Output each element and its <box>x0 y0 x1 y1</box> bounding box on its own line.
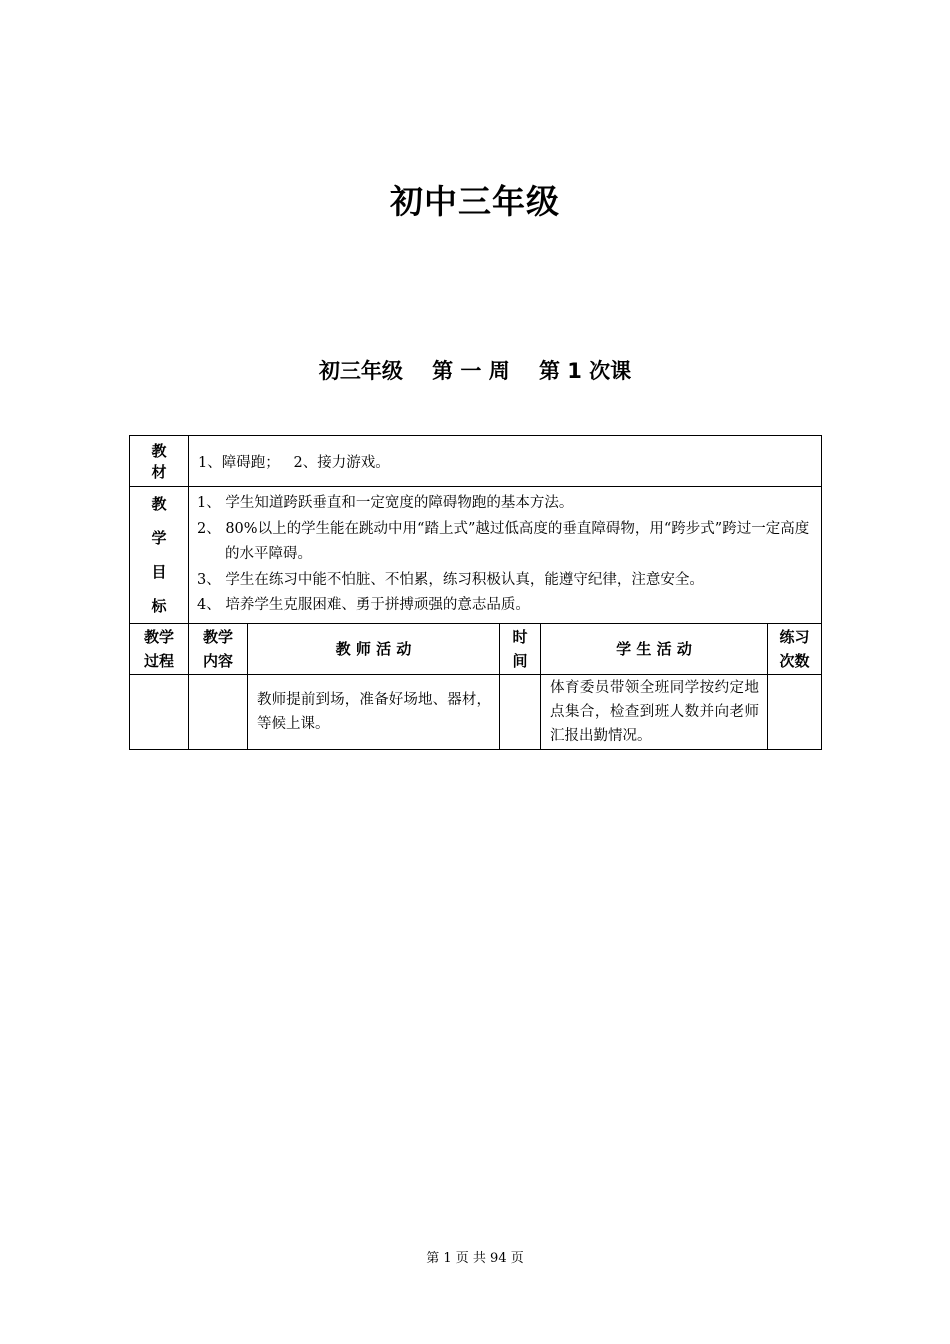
lesson-title: 初三年级 第 一 周 第 1 次课 <box>318 359 632 383</box>
lesson-plan-table <box>129 435 822 750</box>
cell-teacher-activity: 教师提前到场，准备好场地、器材，等候上课。 <box>248 675 500 750</box>
materials-row <box>130 436 822 487</box>
cell-time <box>500 675 541 750</box>
cell-practice-count <box>768 675 822 750</box>
cell-content <box>189 675 248 750</box>
header-process: 教学 过程 <box>130 624 189 675</box>
cell-student-activity: 体育委员带领全班同学按约定地点集合，检查到班人数并向老师汇报出勤情况。 <box>541 675 768 750</box>
goal-item: 1、 学生知道跨跃垂直和一定宽度的障碍物跑的基本方法。 <box>197 495 574 512</box>
goals-content <box>189 487 822 624</box>
goals-row <box>130 487 822 624</box>
goal-item: 3、 学生在练习中能不怕脏、不怕累，练习积极认真，能遵守纪律，注意安全。 <box>197 571 704 588</box>
document-title: 初中三年级 <box>390 182 560 221</box>
table-row <box>130 675 822 750</box>
column-header-row <box>130 624 822 675</box>
goals-label: 教 学 目 标 <box>130 487 189 624</box>
materials-content: 1、障碍跑； 2、接力游戏。 <box>189 436 822 487</box>
header-content: 教学 内容 <box>189 624 248 675</box>
header-practice-count: 练习 次数 <box>768 624 822 675</box>
header-time: 时 间 <box>500 624 541 675</box>
goal-item: 2、 80%以上的学生能在跳动中用“踏上式”越过低高度的垂直障碍物，用“跨步式”跨过一定高度的水平障碍。 <box>197 520 810 563</box>
page-footer: 第 1 页 共 94 页 <box>426 1251 524 1266</box>
materials-label: 教 材 <box>130 436 189 487</box>
header-student-activity: 学 生 活 动 <box>541 624 768 675</box>
goal-item: 4、 培养学生克服困难、勇于拼搏顽强的意志品质。 <box>197 597 530 614</box>
cell-process <box>130 675 189 750</box>
header-teacher-activity: 教 师 活 动 <box>248 624 500 675</box>
